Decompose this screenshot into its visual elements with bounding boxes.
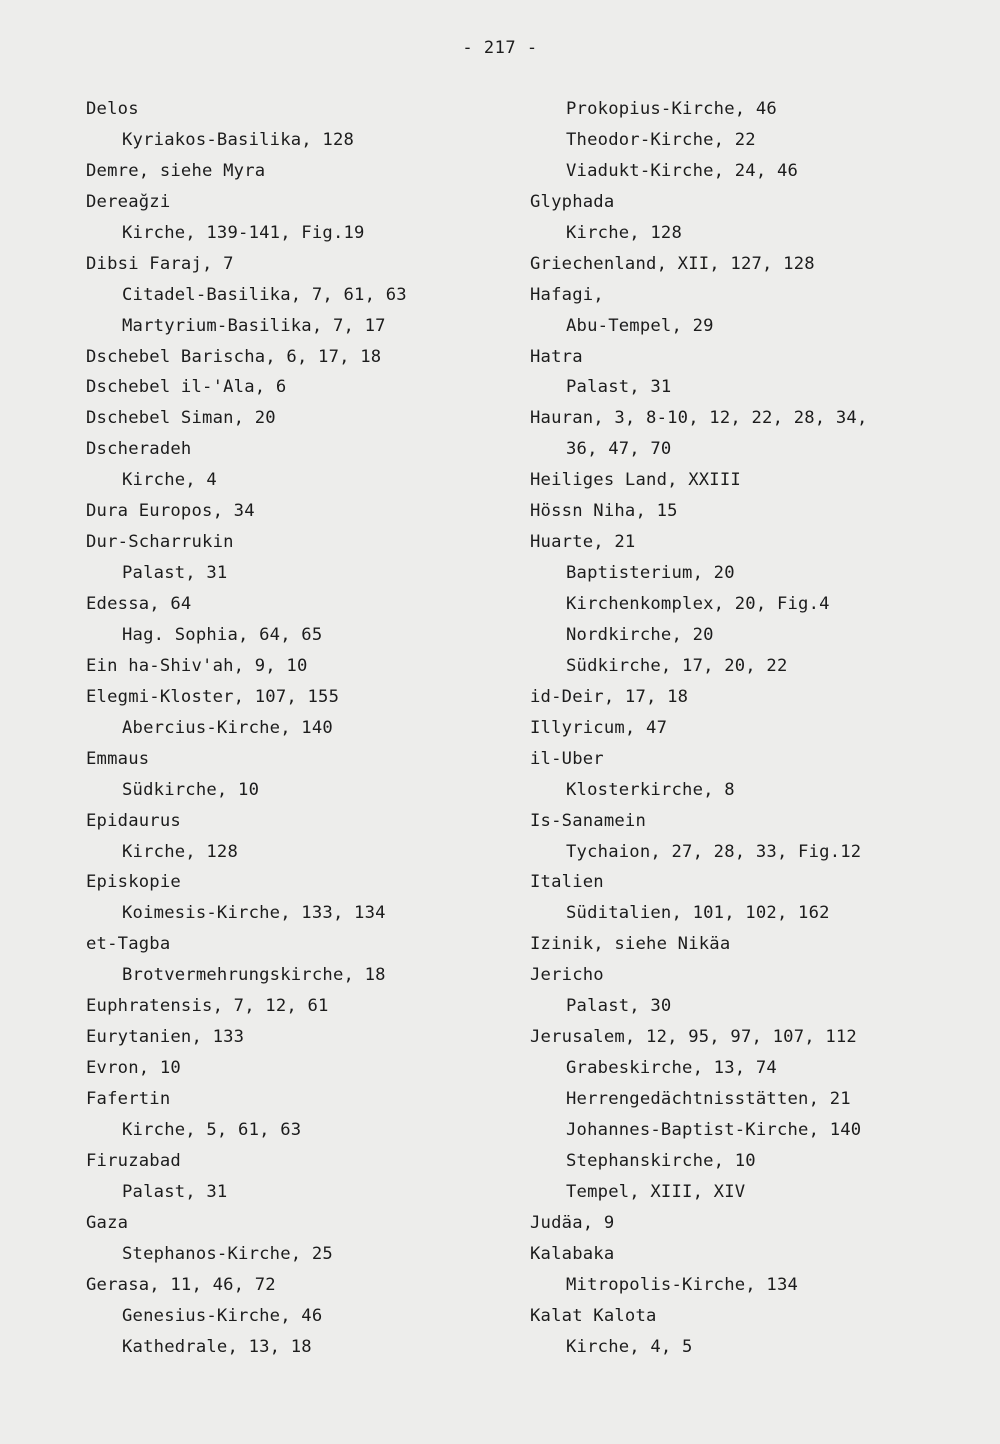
index-subentry: Kirche, 4, 5 bbox=[566, 1336, 693, 1357]
index-entry: Italien bbox=[530, 872, 604, 893]
index-subentry: Brotvermehrungskirche, 18 bbox=[122, 965, 386, 986]
index-entry: Hatra bbox=[530, 346, 583, 367]
index-entry: Emmaus bbox=[86, 748, 150, 769]
index-subentry: Genesius-Kirche, 46 bbox=[122, 1305, 323, 1326]
index-subentry: Mitropolis-Kirche, 134 bbox=[566, 1274, 799, 1295]
index-entry: et-Tagba bbox=[86, 934, 171, 955]
index-subentry: Abu-Tempel, 29 bbox=[566, 315, 714, 336]
index-subentry: Kirche, 5, 61, 63 bbox=[122, 1119, 302, 1140]
index-entry: Izinik, siehe Nikäa bbox=[530, 934, 731, 955]
index-entry: Epidaurus bbox=[86, 810, 181, 831]
index-entry: Dur-Scharrukin bbox=[86, 532, 234, 553]
index-entry: Dibsi Faraj, 7 bbox=[86, 253, 234, 274]
index-entry: Is-Sanamein bbox=[530, 810, 647, 831]
index-entry: Jerusalem, 12, 95, 97, 107, 112 bbox=[530, 1027, 857, 1048]
index-subentry: Stephanskirche, 10 bbox=[566, 1150, 756, 1171]
index-subentry: Südkirche, 17, 20, 22 bbox=[566, 655, 788, 676]
index-entry: Dschebel Siman, 20 bbox=[86, 408, 276, 429]
index-entry: Huarte, 21 bbox=[530, 532, 636, 553]
index-entry: Edessa, 64 bbox=[86, 594, 192, 614]
index-subentry: Theodor-Kirche, 22 bbox=[566, 129, 756, 150]
index-subentry: Palast, 30 bbox=[566, 996, 672, 1017]
index-subentry: Hag. Sophia, 64, 65 bbox=[122, 624, 323, 645]
index-entry: Delos bbox=[86, 99, 139, 119]
index-subentry: Tychaion, 27, 28, 33, Fig.12 bbox=[566, 841, 862, 862]
index-entry: Hafagi, bbox=[530, 284, 604, 305]
index-entry: Kalat Kalota bbox=[530, 1305, 657, 1326]
index-subentry: Kirchenkomplex, 20, Fig.4 bbox=[566, 594, 830, 614]
index-subentry: Koimesis-Kirche, 133, 134 bbox=[122, 903, 386, 924]
index-entry: Dura Europos, 34 bbox=[86, 501, 255, 522]
index-entry: Ein ha-Shiv'ah, 9, 10 bbox=[86, 655, 308, 676]
index-entry: Hauran, 3, 8-10, 12, 22, 28, 34, bbox=[530, 408, 868, 429]
index-subentry: Klosterkirche, 8 bbox=[566, 779, 735, 800]
index-column-right bbox=[530, 94, 980, 1362]
index-subentry: Palast, 31 bbox=[566, 377, 672, 398]
index-subentry: Prokopius-Kirche, 46 bbox=[566, 99, 777, 119]
index-entry: Elegmi-Kloster, 107, 155 bbox=[86, 686, 340, 707]
index-subentry: Südkirche, 10 bbox=[122, 779, 260, 800]
index-entry: Illyricum, 47 bbox=[530, 717, 668, 738]
index-entry: Firuzabad bbox=[86, 1150, 181, 1171]
index-entry: Judäa, 9 bbox=[530, 1212, 615, 1233]
index-subentry: Abercius-Kirche, 140 bbox=[122, 717, 333, 738]
index-subentry: Süditalien, 101, 102, 162 bbox=[566, 903, 830, 924]
index-entry: Kalabaka bbox=[530, 1243, 615, 1264]
index-subentry: Citadel-Basilika, 7, 61, 63 bbox=[122, 284, 407, 305]
index-subentry: Herrengedächtnisstätten, 21 bbox=[566, 1089, 851, 1109]
index-entry: Gerasa, 11, 46, 72 bbox=[86, 1274, 276, 1295]
index-subentry: Kathedrale, 13, 18 bbox=[122, 1336, 312, 1357]
index-entry: Dschebel Barischa, 6, 17, 18 bbox=[86, 346, 382, 367]
index-subentry: Martyrium-Basilika, 7, 17 bbox=[122, 315, 386, 336]
index-subentry: Grabeskirche, 13, 74 bbox=[566, 1058, 777, 1079]
index-subentry: Tempel, XIII, XIV bbox=[566, 1181, 746, 1202]
index-subentry: Palast, 31 bbox=[122, 563, 228, 584]
index-subentry: Stephanos-Kirche, 25 bbox=[122, 1243, 333, 1264]
index-subentry: Nordkirche, 20 bbox=[566, 624, 714, 645]
index-subentry: 36, 47, 70 bbox=[566, 439, 672, 460]
index-entry: Episkopie bbox=[86, 872, 181, 893]
index-entry: Heiliges Land, XXIII bbox=[530, 470, 741, 491]
index-subentry: Viadukt-Kirche, 24, 46 bbox=[566, 160, 799, 181]
index-entry: il-Uber bbox=[530, 748, 604, 769]
index-entry: Euphratensis, 7, 12, 61 bbox=[86, 996, 329, 1017]
index-subentry: Johannes-Baptist-Kirche, 140 bbox=[566, 1119, 862, 1140]
index-entry: Hössn Niha, 15 bbox=[530, 501, 678, 522]
index-subentry: Kirche, 139-141, Fig.19 bbox=[122, 222, 365, 243]
index-entry: Fafertin bbox=[86, 1089, 171, 1109]
index-entry: Jericho bbox=[530, 965, 604, 986]
index-subentry: Kirche, 128 bbox=[122, 841, 239, 862]
index-subentry: Kyriakos-Basilika, 128 bbox=[122, 129, 355, 150]
index-subentry: Baptisterium, 20 bbox=[566, 563, 735, 584]
index-entry: Eurytanien, 133 bbox=[86, 1027, 245, 1048]
index-column-left bbox=[86, 94, 506, 1362]
index-entry: Griechenland, XII, 127, 128 bbox=[530, 253, 815, 274]
page-number: - 217 - bbox=[462, 38, 538, 58]
index-entry: Dscheradeh bbox=[86, 439, 192, 460]
index-entry: Dereağzi bbox=[86, 191, 171, 212]
index-subentry: Kirche, 4 bbox=[122, 470, 217, 491]
index-entry: Dschebel il-'Ala, 6 bbox=[86, 377, 287, 398]
index-entry: Gaza bbox=[86, 1212, 129, 1233]
index-entry: Glyphada bbox=[530, 191, 615, 212]
index-entry: id-Deir, 17, 18 bbox=[530, 686, 689, 707]
index-entry: Evron, 10 bbox=[86, 1058, 181, 1079]
index-subentry: Palast, 31 bbox=[122, 1181, 228, 1202]
index-subentry: Kirche, 128 bbox=[566, 222, 683, 243]
index-entry: Demre, siehe Myra bbox=[86, 160, 266, 181]
